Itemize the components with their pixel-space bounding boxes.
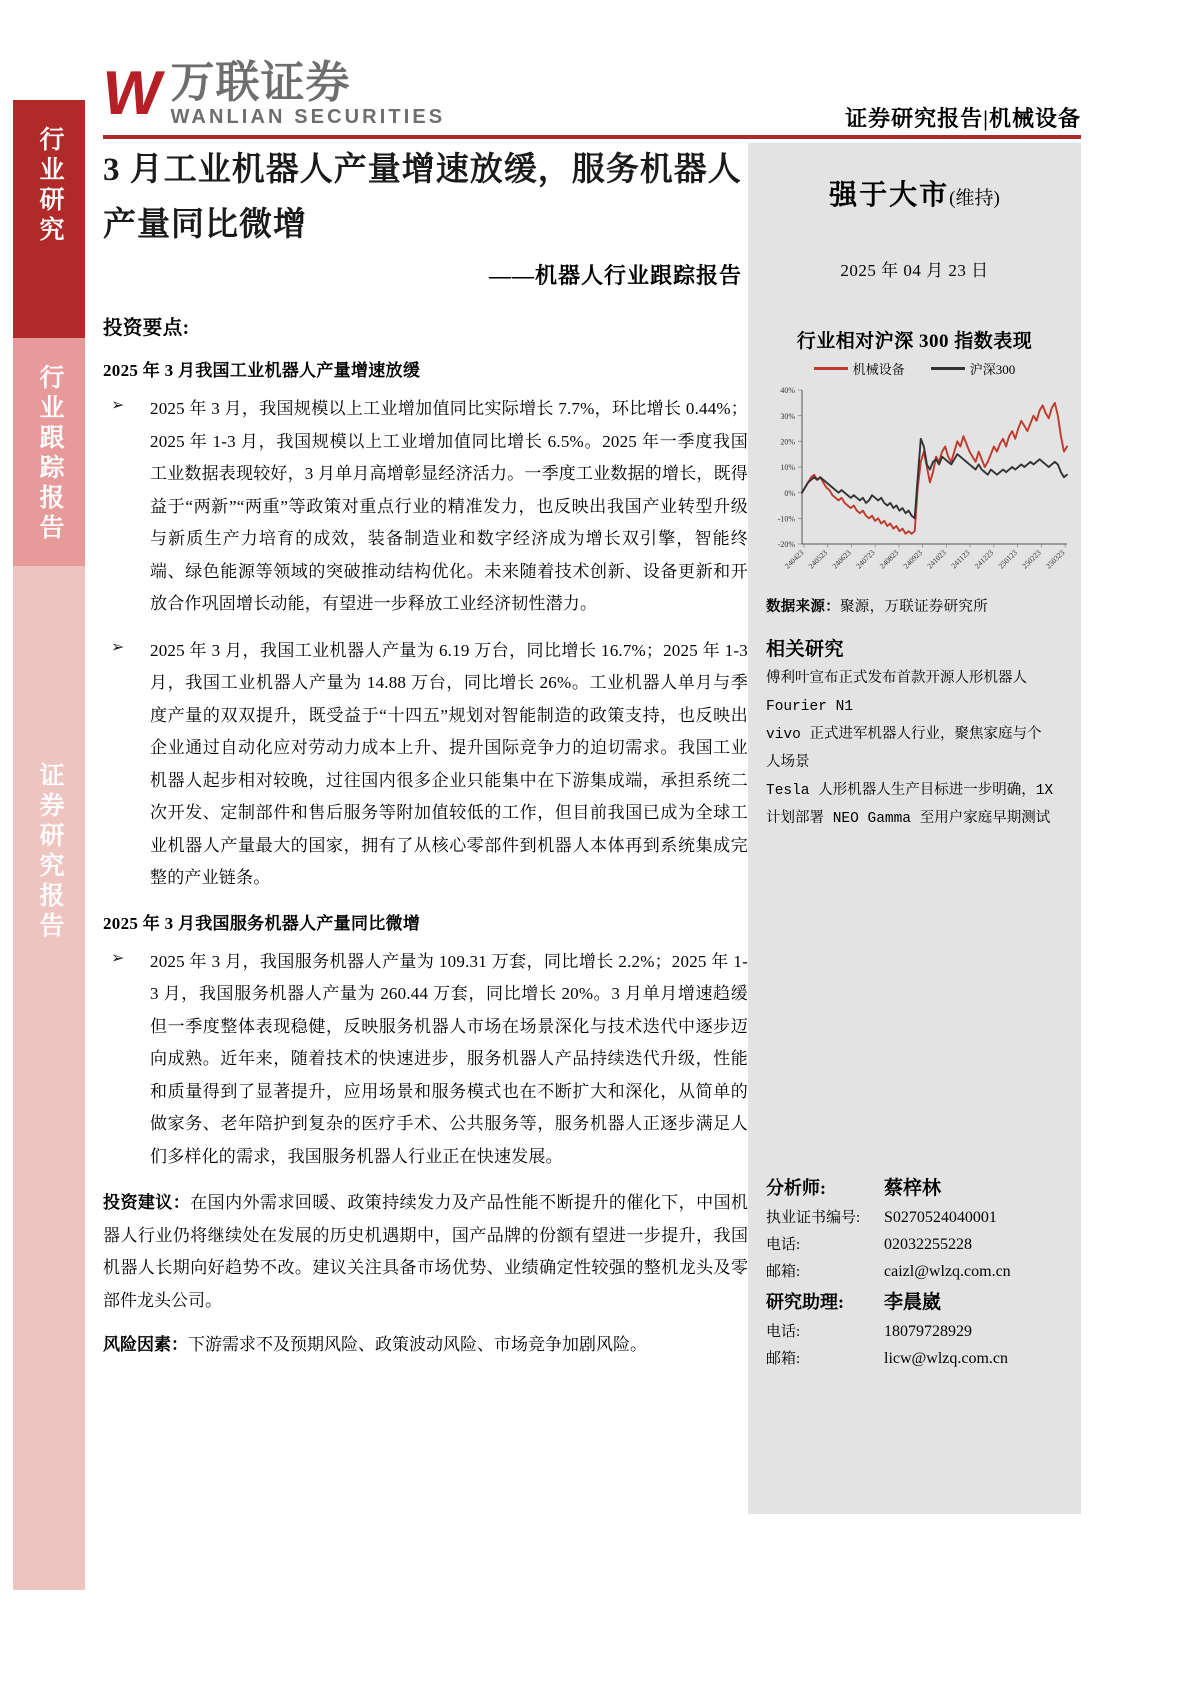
assistant-label: 研究助理: xyxy=(766,1292,844,1312)
assistant-row xyxy=(766,1287,1066,1314)
phone-row xyxy=(766,1233,1066,1254)
investment-highlights-heading: 投资要点: xyxy=(103,318,190,339)
report-kind-label: 证券研究报告|机械设备 xyxy=(845,106,1081,131)
analyst-contact-block xyxy=(766,1173,1066,1374)
risk-factors-label: 风险因素： xyxy=(103,1335,188,1354)
assistant-phone-label: 电话: xyxy=(766,1324,801,1340)
logo-w-mark: W xyxy=(97,59,161,128)
analyst-row xyxy=(766,1173,1066,1200)
logo-chinese-name: 万联证券 xyxy=(170,58,351,107)
source-text: 聚源，万联证券研究所 xyxy=(840,599,988,615)
analyst-label: 分析师: xyxy=(766,1178,826,1198)
certificate-label: 执业证书编号: xyxy=(766,1210,861,1226)
sidebar-band-label: 证券研究报告 xyxy=(36,762,63,942)
chart-legend xyxy=(748,359,1081,378)
bullet-marker-icon: ➢ xyxy=(111,397,125,414)
page-header xyxy=(97,50,1081,145)
assistant-name: 李晨崴 xyxy=(884,1292,942,1313)
assistant-phone-row xyxy=(766,1320,1066,1341)
subsection-heading-service: 2025 年 3 月我国服务机器人产量同比微增 xyxy=(103,913,421,933)
svg-text:-20%: -20% xyxy=(777,540,795,550)
related-research-item[interactable]: Tesla 人形机器人生产目标进一步明确，1X xyxy=(766,783,1054,799)
related-research-heading: 相关研究 xyxy=(766,639,845,660)
certificate-row xyxy=(766,1206,1066,1227)
legend-swatch-icon xyxy=(931,367,965,371)
rating-value: 强于大市 xyxy=(829,180,950,211)
source-label: 数据来源： xyxy=(766,599,840,615)
bullet-item xyxy=(103,635,748,895)
sidebar-band-industry-research xyxy=(13,100,85,338)
sidebar-band-label: 行业研究 xyxy=(36,126,63,246)
logo-wordmark xyxy=(171,60,446,128)
sidebar-band-tracking-report xyxy=(13,338,85,566)
svg-text:240823: 240823 xyxy=(877,548,901,571)
email-row xyxy=(766,1260,1066,1281)
svg-text:250223: 250223 xyxy=(1020,548,1043,571)
title-zone xyxy=(103,143,1081,298)
assistant-email-value[interactable]: licw@wlzq.com.cn xyxy=(884,1350,1009,1367)
related-research-item[interactable]: 计划部署 NEO Gamma 至用户家庭早期测试 xyxy=(766,811,1051,827)
phone-label: 电话: xyxy=(766,1237,801,1253)
analyst-name: 蔡梓林 xyxy=(884,1178,942,1199)
investment-advice-label: 投资建议： xyxy=(103,1193,191,1212)
legend-entry-machinery xyxy=(814,359,905,378)
logo-english-name: WANLIAN SECURITIES xyxy=(170,106,446,128)
rating-box xyxy=(748,143,1081,298)
chart-title: 行业相对沪深 300 指数表现 xyxy=(796,331,1033,352)
svg-text:250323: 250323 xyxy=(1043,548,1067,571)
right-side-panel xyxy=(748,298,1081,1514)
svg-text:240723: 240723 xyxy=(854,548,877,571)
svg-text:20%: 20% xyxy=(780,437,795,447)
related-research-item[interactable]: vivo 正式进军机器人行业，聚焦家庭与个 xyxy=(766,727,1042,743)
certificate-value: S0270524040001 xyxy=(884,1209,997,1226)
bullet-text: 2025 年 3 月，我国服务机器人产量为 109.31 万套，同比增长 2.2%；2025 年 1-3 月，我国服务机器人产量为 260.44 万套，同比增长 20%。3 月单月增速趋缓但一季度整体表现稳健，反映服务机器人市场在场景深化与技术迭代中逐步迈向成熟。近年来，随着技术的快速进步，服务机器人产品持续迭代升级，性能和质量得到了显著提升，应用场景和服务模式也在不断扩大和深化，从简单的做家务、老年陪护到复杂的医疗手术、公共服务等，服务机器人正逐步满足人们多样化的需求，我国服务机器人行业正在快速发展。 xyxy=(150,951,748,1166)
related-research-item[interactable]: Fourier N1 xyxy=(766,699,854,715)
bullet-marker-icon: ➢ xyxy=(111,949,125,967)
assistant-email-label: 邮箱: xyxy=(766,1351,801,1367)
svg-text:250123: 250123 xyxy=(996,548,1019,571)
assistant-phone-value: 18079728929 xyxy=(884,1323,972,1340)
rating-note: (维持) xyxy=(949,188,1000,209)
title-block xyxy=(103,143,748,290)
related-research-item[interactable]: 人场景 xyxy=(766,755,810,771)
rating-line xyxy=(748,173,1081,213)
bullet-marker-icon: ➢ xyxy=(111,638,125,656)
phone-value: 02032255228 xyxy=(884,1236,972,1253)
report-date: 2025 年 04 月 23 日 xyxy=(840,261,989,280)
legend-label: 沪深300 xyxy=(969,362,1016,377)
bullet-item xyxy=(103,393,748,621)
svg-text:0%: 0% xyxy=(784,488,795,498)
investment-advice-paragraph xyxy=(103,1187,748,1317)
legend-swatch-icon xyxy=(814,367,848,371)
svg-text:-10%: -10% xyxy=(777,514,795,524)
bullet-item xyxy=(103,946,748,1174)
bullet-text: 2025 年 3 月，我国规模以上工业增加值同比实际增长 7.7%，环比增长 0.44%；2025 年 1-3 月，我国规模以上工业增加值同比增长 6.5%。2025 年一季度我国工业数据表现较好，3 月单月高增彰显经济活力。一季度工业数据的增长，既得益于“两新”“两重”等政策对重点行业的精准发力，也反映出我国产业转型升级与新质生产力培育的成效，装备制造业和数字经济成为增长双引擎，智能终端、绿色能源等领域的突破推动结构优化。未来随着技术创新、设备更新和开放合作巩固增长动能，有望进一步释放工业经济韧性潜力。 xyxy=(150,399,748,613)
svg-text:241223: 241223 xyxy=(972,548,996,571)
svg-text:241023: 241023 xyxy=(925,548,948,571)
legend-label: 机械设备 xyxy=(852,362,905,377)
relative-performance-chart xyxy=(758,384,1073,589)
sidebar-band-label: 行业跟踪报告 xyxy=(36,364,63,544)
assistant-email-row xyxy=(766,1347,1066,1368)
svg-text:10%: 10% xyxy=(780,463,795,473)
legend-entry-csi300 xyxy=(931,359,1016,378)
page-title: 3 月工业机器人产量增速放缓，服务机器人产量同比微增 xyxy=(103,152,742,243)
svg-text:241123: 241123 xyxy=(949,548,972,571)
email-value[interactable]: caizl@wlzq.com.cn xyxy=(884,1263,1011,1280)
subsection-heading-industrial: 2025 年 3 月我国工业机器人产量增速放缓 xyxy=(103,361,421,380)
risk-factors-text: 下游需求不及预期风险、政策波动风险、市场竞争加剧风险。 xyxy=(188,1335,647,1354)
chart-source-line xyxy=(766,595,1063,616)
email-label: 邮箱: xyxy=(766,1264,801,1280)
svg-text:30%: 30% xyxy=(780,411,795,421)
svg-text:240923: 240923 xyxy=(901,548,925,571)
sidebar-band-securities-report xyxy=(13,566,85,1590)
chart-svg xyxy=(758,384,1073,584)
svg-text:240623: 240623 xyxy=(830,548,853,571)
investment-advice-text: 在国内外需求回暖、政策持续发力及产品性能不断提升的催化下，中国机器人行业仍将继续处在发展的历史机遇期中，国产品牌的份额有望进一步提升，我国机器人长期向好趋势不改。建议关注具备市场优势、业绩确定性较强的整机龙头及零部件龙头公司。 xyxy=(103,1193,749,1310)
page-subtitle: ——机器人行业跟踪报告 xyxy=(488,263,742,288)
related-research-item[interactable]: 傅利叶宣布正式发布首款开源人形机器人 xyxy=(766,671,1027,687)
risk-factors-paragraph xyxy=(103,1329,748,1362)
bullet-text: 2025 年 3 月，我国工业机器人产量为 6.19 万台，同比增长 16.7%；2025 年 1-3 月，我国工业机器人产量为 14.88 万台，同比增长 26%。工业机器人单月与季度产量的双双提升，既受益于“十四五”规划对智能制造的政策支持，也反映出企业通过自动化应对劳动力成本上升、提升国际竞争力的迫切需求。我国工业机器人起步相对较晚，过往国内很多企业只能集中在下游集成端，承担系统二次开发、定制部件和售后服务等附加值较低的工作，但目前我国已成为全球工业机器人产量最大的国家，拥有了从核心零部件到机器人本体再到系统集成完整的产业链条。 xyxy=(150,640,748,887)
svg-text:40%: 40% xyxy=(780,386,795,396)
vertical-sidebar xyxy=(13,100,85,1590)
svg-text:240523: 240523 xyxy=(806,548,830,571)
header-divider-rule xyxy=(103,135,1081,139)
company-logo xyxy=(97,58,446,128)
main-content-column xyxy=(103,312,748,1374)
svg-text:240423: 240423 xyxy=(782,548,806,571)
